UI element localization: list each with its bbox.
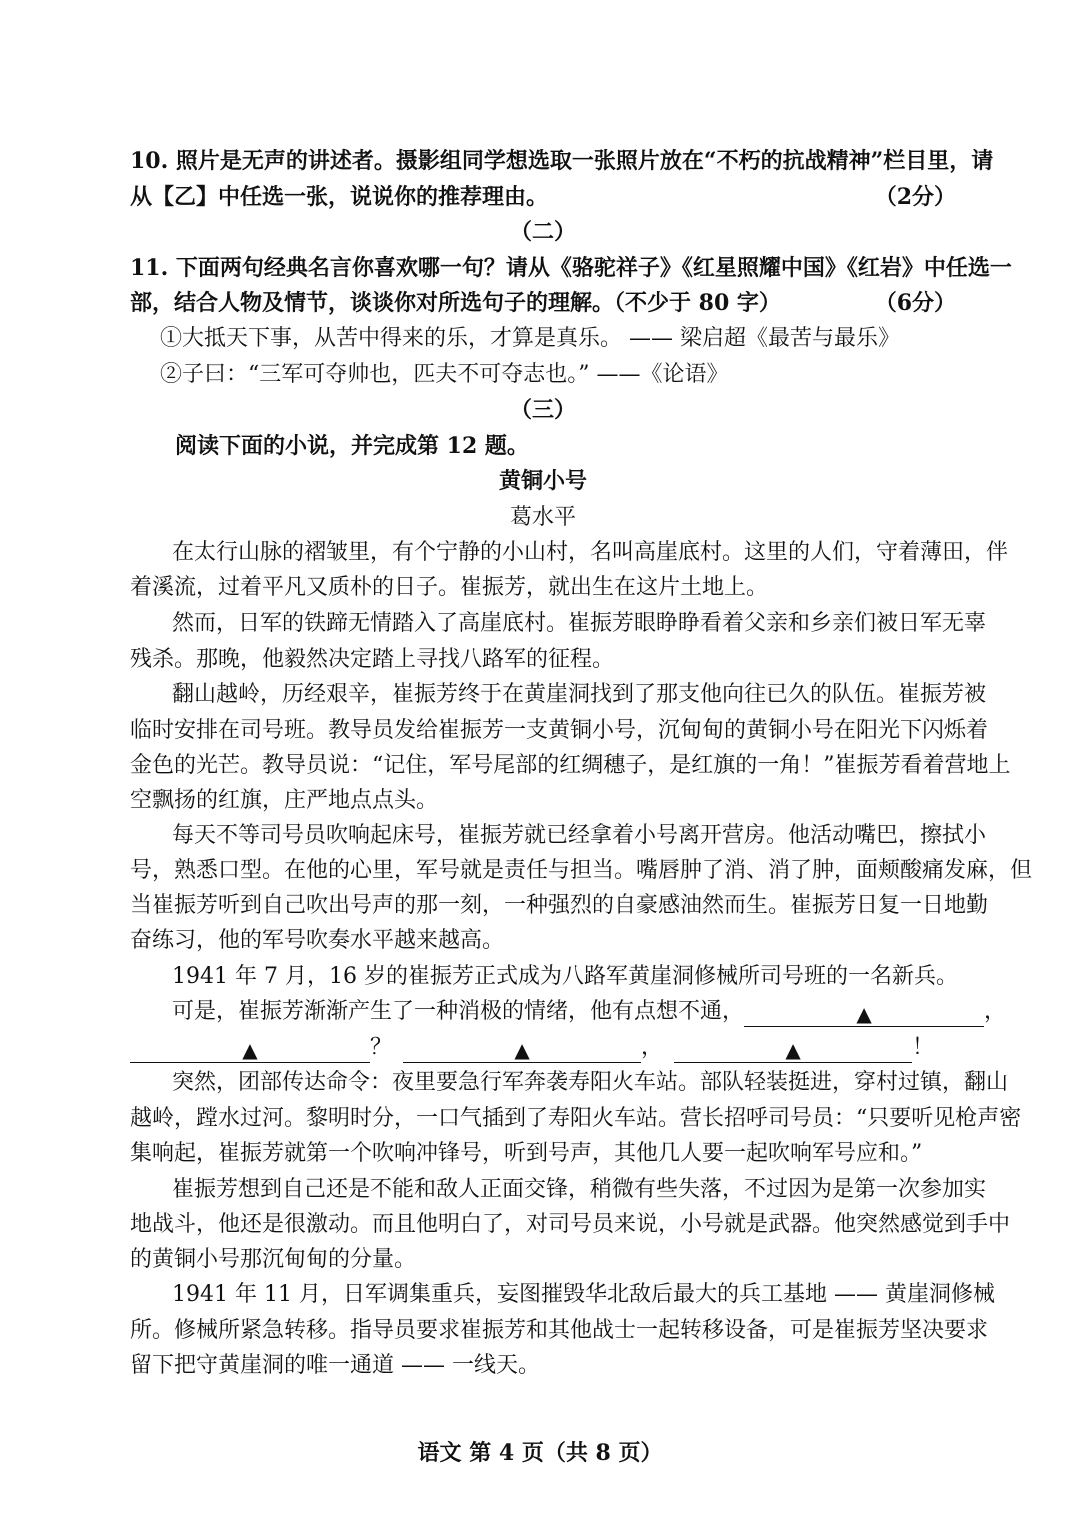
paragraph-2-line2: 残杀。那晚，他毅然决定踏上寻找八路军的征程。 <box>130 647 615 672</box>
answer-blank-1[interactable] <box>744 1000 984 1027</box>
paragraph-6-exclamation: ！ <box>912 1035 935 1060</box>
q10-line2-row <box>130 182 956 212</box>
triangle-marker-icon: ▲ <box>785 1038 801 1062</box>
paragraph-9-line3: 留下把守黄崖洞的唯一通道 —— 一线天。 <box>130 1353 540 1378</box>
q11-quote2: ②子曰：“三军可夺帅也，匹夫不可夺志也。” ——《论语》 <box>160 362 729 387</box>
paragraph-5: 1941 年 7 月，16 岁的崔振芳正式成为八路军黄崖洞修械所司号班的一名新兵。 <box>172 964 958 989</box>
page-footer: 语文 第 4 页（共 8 页） <box>417 1440 663 1466</box>
answer-blank-2[interactable] <box>130 1036 370 1063</box>
paragraph-6-line1 <box>172 997 1007 1027</box>
paragraph-7-line2: 越岭，蹚水过河。黎明时分，一口气插到了寿阳火车站。营长招呼司号员：“只要听见枪声密 <box>130 1106 1022 1131</box>
paragraph-9-line1: 1941 年 11 月，日军调集重兵，妄图摧毁华北敌后最大的兵工基地 —— 黄崖洞修械 <box>172 1282 995 1307</box>
paragraph-4-line3: 当崔振芳听到自己吹出号声的那一刻，一种强烈的自豪感油然而生。崔振芳日复一日地勤 <box>130 893 989 918</box>
q10-line2: 从【乙】中任选一张，说说你的推荐理由。 <box>130 184 549 210</box>
paragraph-6-comma-1: ， <box>984 999 1007 1024</box>
q11-score: （6分） <box>874 290 956 316</box>
paragraph-3-line1: 翻山越岭，历经艰辛，崔振芳终于在黄崖洞找到了那支他向往已久的队伍。崔振芳被 <box>172 682 987 707</box>
answer-blank-3[interactable] <box>403 1036 641 1063</box>
paragraph-2-line1: 然而，日军的铁蹄无情踏入了高崖底村。崔振芳眼睁睁看着父亲和乡亲们被日军无辜 <box>172 611 987 636</box>
paragraph-6-comma-2: ， <box>641 1035 664 1060</box>
q10-line1: 10. 照片是无声的讲述者。摄影组同学想选取一张照片放在“不朽的抗战精神”栏目里，请 <box>130 148 994 174</box>
paragraph-8-line2: 地战斗，他还是很激动。而且他明白了，对司号员来说，小号就是武器。他突然感觉到手中 <box>130 1212 1011 1237</box>
paragraph-3-line2: 临时安排在司号班。教导员发给崔振芳一支黄铜小号，沉甸甸的黄铜小号在阳光下闪烁着 <box>130 718 989 743</box>
section-heading-3: （三） <box>509 397 576 423</box>
paragraph-6-line2 <box>130 1033 956 1063</box>
paragraph-1-line2: 着溪流，过着平凡又质朴的日子。崔振芳，就出生在这片土地上。 <box>130 575 769 600</box>
paragraph-3-line3: 金色的光芒。教导员说：“记住，军号尾部的红绸穗子，是红旗的一角！”崔振芳看着营地上 <box>130 753 1011 778</box>
paragraph-8-line3: 的黄铜小号那沉甸甸的分量。 <box>130 1247 417 1272</box>
section-heading-2: （二） <box>509 219 576 245</box>
answer-blank-4[interactable] <box>674 1036 912 1063</box>
q11-line2-row <box>130 288 956 318</box>
paragraph-7-line3: 集响起，崔振芳就第一个吹响冲锋号，听到号声，其他几人要一起吹响军号应和。” <box>130 1141 923 1166</box>
paragraph-7-line1: 突然，团部传达命令：夜里要急行军奔袭寿阳火车站。部队轻装挺进，穿村过镇，翻山 <box>172 1070 1009 1095</box>
paragraph-1-line1: 在太行山脉的褶皱里，有个宁静的小山村，名叫高崖底村。这里的人们，守着薄田，伴 <box>172 540 1009 565</box>
paragraph-8-line1: 崔振芳想到自己还是不能和敌人正面交锋，稍微有些失落，不过因为是第一次参加实 <box>172 1177 987 1202</box>
paragraph-9-line2: 所。修械所紧急转移。指导员要求崔振芳和其他战士一起转移设备，可是崔振芳坚决要求 <box>130 1318 989 1343</box>
paragraph-6-question-mark: ？ <box>370 1035 393 1060</box>
reading-instruction: 阅读下面的小说，并完成第 12 题。 <box>175 433 529 459</box>
q11-line1: 11. 下面两句经典名言你喜欢哪一句？请从《骆驼祥子》《红星照耀中国》《红岩》中任选一 <box>130 255 1012 281</box>
triangle-marker-icon: ▲ <box>514 1038 530 1062</box>
story-author: 葛水平 <box>509 505 576 530</box>
paragraph-4-line2: 号，熟悉口型。在他的心里，军号就是责任与担当。嘴唇肿了消、消了肿，面颊酸痛发麻，但 <box>130 858 1033 883</box>
q10-score: （2分） <box>874 184 956 210</box>
story-title: 黄铜小号 <box>498 468 587 494</box>
paragraph-4-line1: 每天不等司号员吹响起床号，崔振芳就已经拿着小号离开营房。他活动嘴巴，擦拭小 <box>172 823 987 848</box>
paragraph-4-line4: 奋练习，他的军号吹奏水平越来越高。 <box>130 928 505 953</box>
q11-quote1: ①大抵天下事，从苦中得来的乐，才算是真乐。 —— 梁启超《最苦与最乐》 <box>160 326 900 351</box>
triangle-marker-icon: ▲ <box>856 1002 872 1026</box>
q11-line2: 部，结合人物及情节，谈谈你对所选句子的理解。（不少于 80 字） <box>130 290 781 316</box>
triangle-marker-icon: ▲ <box>242 1038 258 1062</box>
paragraph-3-line4: 空飘扬的红旗，庄严地点点头。 <box>130 788 439 813</box>
paragraph-6-text: 可是，崔振芳渐渐产生了一种消极的情绪，他有点想不通， <box>172 999 745 1024</box>
